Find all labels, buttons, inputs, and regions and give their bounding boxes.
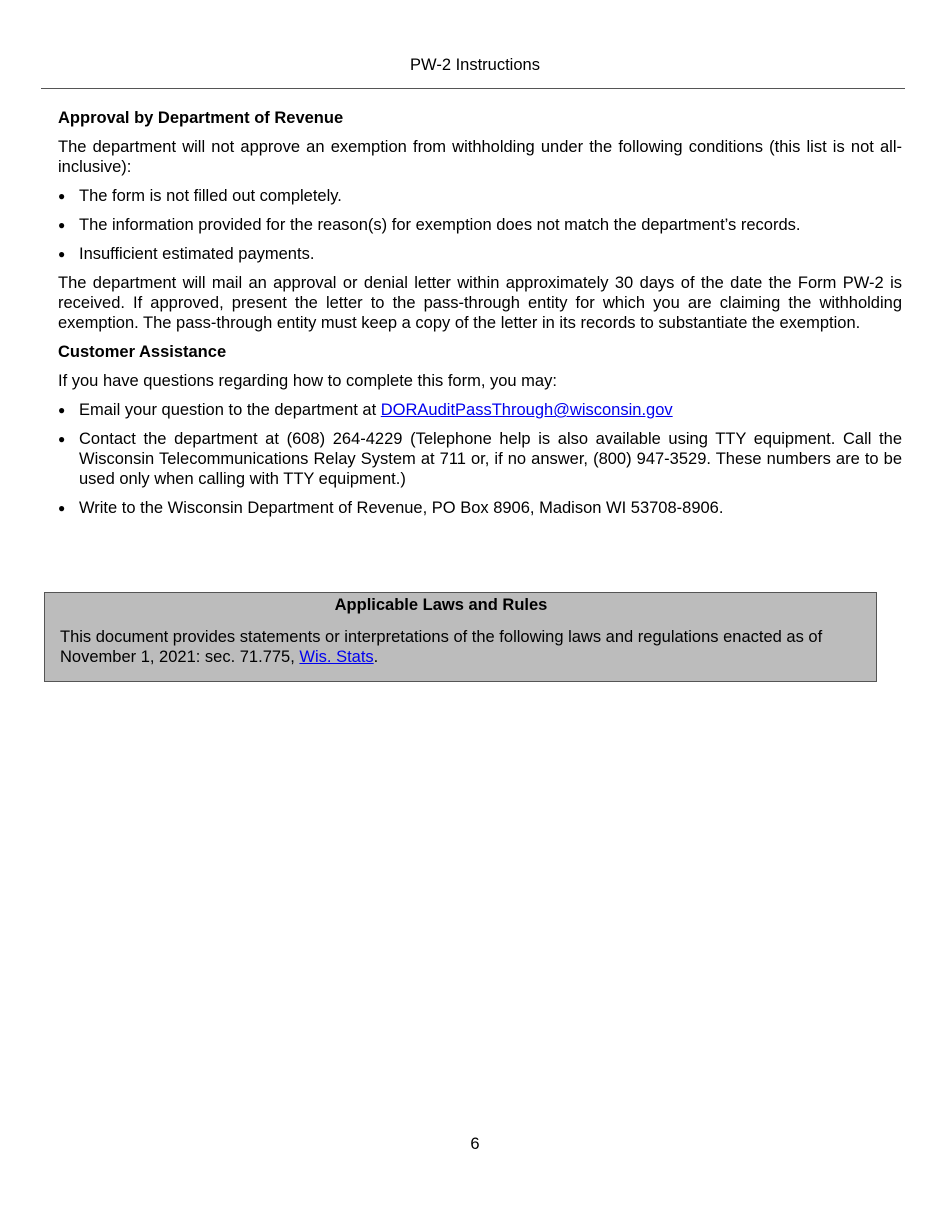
list-item — [58, 400, 902, 420]
approval-intro: The department will not approve an exemption from withholding under the following conditions (this list is not all-inclusive): — [58, 138, 902, 176]
document-body — [58, 108, 902, 527]
assistance-intro: If you have questions regarding how to complete this form, you may: — [58, 372, 557, 390]
page-number: 6 — [470, 1135, 480, 1153]
approval-heading: Approval by Department of Revenue — [58, 109, 344, 127]
assistance-options-list — [58, 400, 902, 518]
list-item: ● Insufficient estimated payments. — [58, 245, 315, 263]
assistance-heading: Customer Assistance — [58, 343, 227, 361]
bullet-icon: ● — [58, 218, 66, 232]
bullet-icon: ● — [58, 501, 66, 515]
list-item — [58, 429, 902, 489]
applicable-laws-box — [44, 592, 877, 682]
bullet-icon: ● — [58, 189, 66, 203]
list-item — [58, 498, 902, 518]
bullet-icon: ● — [58, 247, 66, 261]
write-text: Write to the Wisconsin Department of Revenue, PO Box 8906, Madison WI 53708-8906. — [79, 499, 724, 517]
header-divider — [41, 88, 905, 89]
wis-stats-link[interactable]: Wis. Stats — [299, 648, 374, 666]
bullet-icon: ● — [58, 403, 66, 417]
email-prefix: Email your question to the department at — [79, 401, 381, 419]
contact-text: Contact the department at (608) 264-4229 (Telephone help is also available using TTY equipment. Call the Wisconsin Telecommunications Relay System at 711 or, if no answer, (800) 947-3529. These numbers are to be used only when calling with TTY equipment.) — [79, 430, 902, 488]
approval-conditions-list — [58, 186, 902, 264]
list-item: ● The information provided for the reason(s) for exemption does not match the department’s records. — [58, 216, 801, 234]
bullet-icon: ● — [58, 432, 66, 446]
laws-text: This document provides statements or interpretations of the following laws and regulations enacted as of November 1, 2021: sec. 71.775, Wis. Stats. — [60, 628, 823, 666]
email-link[interactable]: DORAuditPassThrough@wisconsin.gov — [380, 401, 673, 419]
laws-title: Applicable Laws and Rules — [334, 596, 548, 614]
page-header-title: PW-2 Instructions — [410, 56, 540, 74]
list-item: ● The form is not filled out completely. — [58, 187, 342, 205]
approval-closing: The department will mail an approval or denial letter within approximately 30 days of the date the Form PW-2 is received. If approved, present the letter to the pass-through entity for which you are claiming the withholding exemption. The pass-through entity must keep a copy of the letter in its records to substantiate the exemption. — [58, 274, 902, 332]
